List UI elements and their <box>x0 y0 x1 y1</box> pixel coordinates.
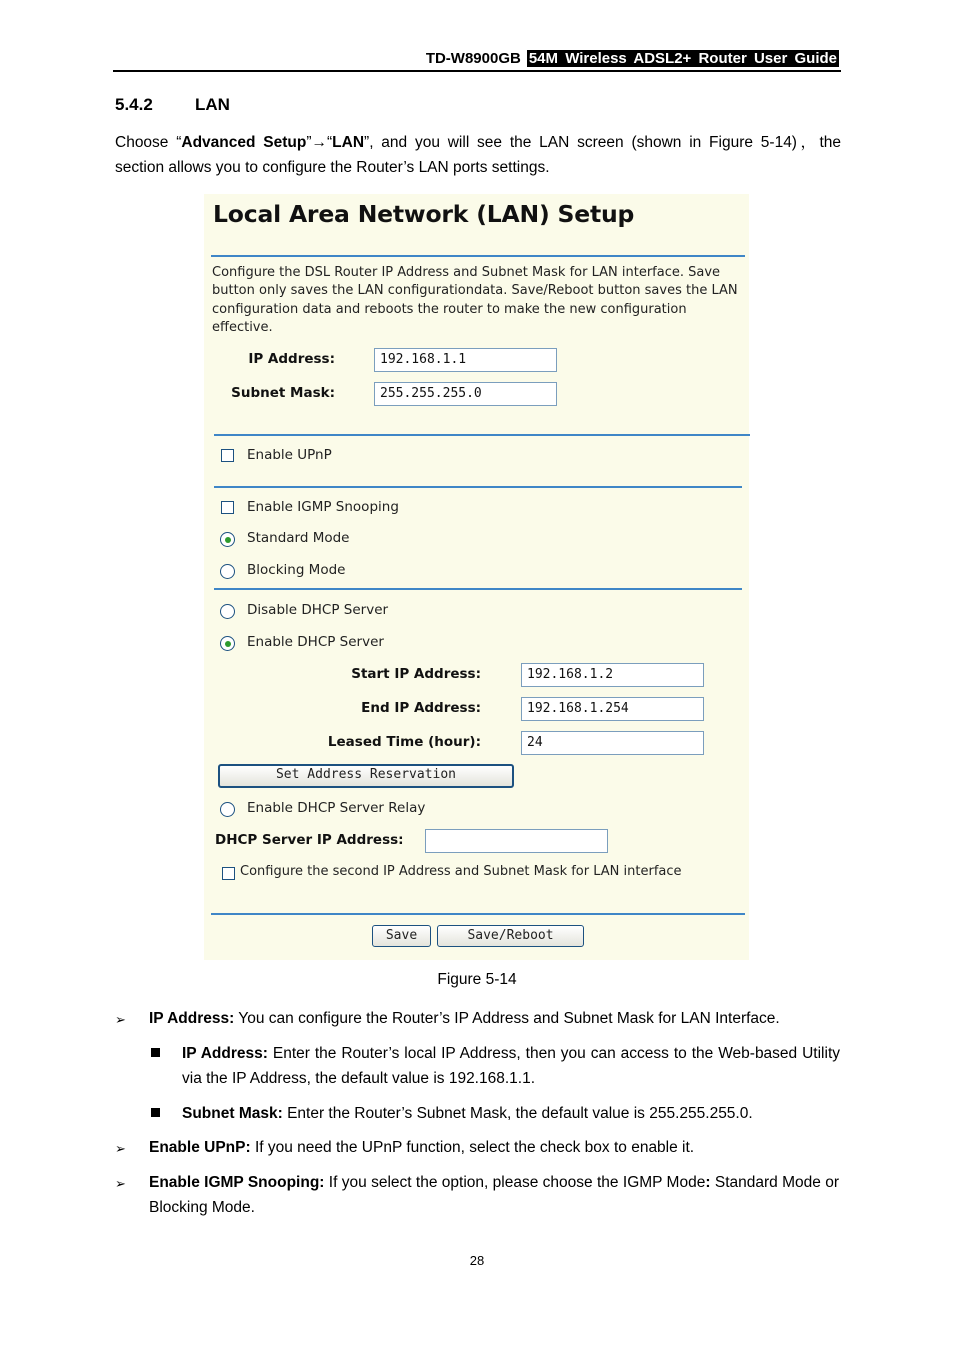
screen-title: Local Area Network (LAN) Setup <box>213 200 635 228</box>
blocking-mode-radio[interactable] <box>220 564 235 579</box>
enable-upnp-label: Enable UPnP <box>247 447 332 463</box>
header-model: TD-W8900GB <box>425 50 521 67</box>
list-item-enable-igmp <box>149 1170 839 1220</box>
standard-mode-radio[interactable] <box>220 532 235 547</box>
running-header <box>426 50 839 67</box>
footer-divider <box>211 913 745 915</box>
item-text: Enter the Router’s local IP Address, then you can access to the Web-based Utility via the IP Address, the default value is 192.168.1.1. <box>182 1045 841 1087</box>
intro-text: ” <box>306 134 312 151</box>
header-guide-title: 54M Wireless ADSL2+ Router User Guide <box>528 50 837 67</box>
enable-igmp-label: Enable IGMP Snooping <box>247 499 399 515</box>
subnet-mask-input[interactable]: 255.255.255.0 <box>374 382 557 406</box>
item-text: If you need the UPnP function, select the check box to enable it. <box>250 1139 695 1156</box>
list-item-ip-address <box>149 1006 841 1031</box>
figure-caption: Figure 5-14 <box>437 971 517 988</box>
square-bullet-icon <box>151 1048 160 1057</box>
disable-dhcp-radio[interactable] <box>220 604 235 619</box>
standard-mode-label: Standard Mode <box>247 530 350 546</box>
intro-text: “ <box>327 134 333 151</box>
square-bullet-icon <box>151 1108 160 1117</box>
section-title: LAN <box>195 95 230 114</box>
divider <box>214 588 742 590</box>
item-label: IP Address: <box>182 1045 268 1062</box>
enable-dhcp-relay-label: Enable DHCP Server Relay <box>247 800 426 816</box>
dhcp-server-ip-input[interactable] <box>425 829 608 853</box>
second-ip-checkbox[interactable] <box>222 867 235 880</box>
item-text: If you select the option, please choose the IGMP Mode <box>324 1174 706 1191</box>
end-ip-label: End IP Address: <box>361 700 481 716</box>
arrow-bullet-icon: ➢ <box>115 1141 126 1156</box>
ip-address-input[interactable]: 192.168.1.1 <box>374 348 557 372</box>
intro-advanced-setup: Advanced Setup <box>181 134 307 151</box>
lease-time-input[interactable]: 24 <box>521 731 704 755</box>
arrow-bullet-icon: ➢ <box>115 1012 126 1027</box>
title-divider <box>211 255 745 257</box>
subnet-mask-label: Subnet Mask: <box>231 385 335 401</box>
page-number: 28 <box>469 1253 485 1268</box>
second-ip-label: Configure the second IP Address and Subnet Mask for LAN interface <box>240 864 682 879</box>
sub-item-subnet-mask <box>182 1101 840 1126</box>
list-item-enable-upnp <box>149 1135 841 1160</box>
item-label: Subnet Mask: <box>182 1105 283 1122</box>
section-heading <box>115 95 230 115</box>
save-reboot-button[interactable]: Save/Reboot <box>437 925 584 947</box>
item-label: IP Address: <box>149 1010 235 1027</box>
enable-dhcp-relay-radio[interactable] <box>220 802 235 817</box>
enable-upnp-checkbox[interactable] <box>221 449 234 462</box>
arrow-bullet-icon: ➢ <box>115 1176 126 1191</box>
screen-description: Configure the DSL Router IP Address and Subnet Mask for LAN interface. Save button only saves the LAN configurationdata. Save/Reboot button saves the LAN configuration data and reboots the router to make the new configuration effective. <box>212 265 738 335</box>
item-text: You can configure the Router’s IP Address and Subnet Mask for LAN Interface. <box>234 1010 780 1027</box>
start-ip-input[interactable]: 192.168.1.2 <box>521 663 704 687</box>
dhcp-server-ip-label: DHCP Server IP Address: <box>215 832 404 848</box>
ip-address-label: IP Address: <box>248 351 335 367</box>
set-address-reservation-button[interactable]: Set Address Reservation <box>218 764 514 788</box>
item-text: Enter the Router’s Subnet Mask, the default value is 255.255.255.0. <box>282 1105 753 1122</box>
disable-dhcp-label: Disable DHCP Server <box>247 602 389 618</box>
divider <box>214 434 750 436</box>
header-rule <box>113 70 841 72</box>
item-label: Enable IGMP Snooping: <box>149 1174 325 1191</box>
intro-text: Choose “ <box>115 134 182 151</box>
lan-setup-screenshot <box>204 194 749 960</box>
divider <box>214 486 742 488</box>
blocking-mode-label: Blocking Mode <box>247 562 346 578</box>
intro-paragraph <box>115 130 841 180</box>
section-number: 5.4.2 <box>115 95 153 114</box>
item-text: Standard Mode or Blocking Mode. <box>149 1174 839 1216</box>
intro-text: ”, and you will see the LAN screen (shown in Figure 5-14)，the section allows you to configure the Router’s LAN ports settings. <box>115 134 841 176</box>
save-button[interactable]: Save <box>372 925 431 947</box>
enable-igmp-checkbox[interactable] <box>221 501 234 514</box>
arrow-icon: → <box>311 134 327 151</box>
item-label: Enable UPnP: <box>149 1139 251 1156</box>
lease-time-label: Leased Time (hour): <box>327 734 481 750</box>
enable-dhcp-radio[interactable] <box>220 636 235 651</box>
sub-item-ip-address <box>182 1041 840 1091</box>
item-colon: : <box>705 1174 711 1191</box>
start-ip-label: Start IP Address: <box>351 666 481 682</box>
enable-dhcp-label: Enable DHCP Server <box>247 634 384 650</box>
intro-lan: LAN <box>332 134 365 151</box>
end-ip-input[interactable]: 192.168.1.254 <box>521 697 704 721</box>
